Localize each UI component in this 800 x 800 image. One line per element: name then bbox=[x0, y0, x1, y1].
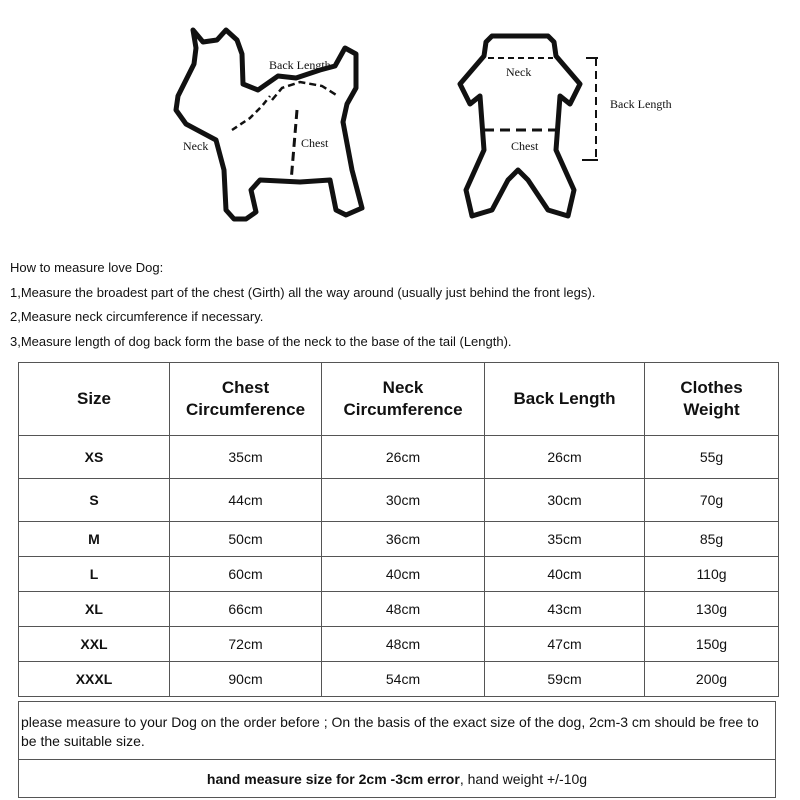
neck-cell: 26cm bbox=[322, 436, 485, 479]
size-chart-table bbox=[18, 362, 779, 697]
neck-cell: 40cm bbox=[322, 557, 485, 592]
size-cell: XXXL bbox=[19, 662, 170, 697]
size-cell: XXL bbox=[19, 627, 170, 662]
garment-back-length-label: Back Length bbox=[610, 97, 672, 111]
chest-cell: 35cm bbox=[170, 436, 322, 479]
weight-cell: 110g bbox=[645, 557, 779, 592]
chest-cell: 44cm bbox=[170, 479, 322, 522]
size-cell: L bbox=[19, 557, 170, 592]
measurement-diagram bbox=[0, 0, 800, 240]
neck-cell: 48cm bbox=[322, 592, 485, 627]
weight-cell: 70g bbox=[645, 479, 779, 522]
measuring-instructions bbox=[10, 256, 595, 354]
neck-cell: 54cm bbox=[322, 662, 485, 697]
dog-chest-label: Chest bbox=[301, 136, 329, 150]
weight-cell: 85g bbox=[645, 522, 779, 557]
header-back-length: Back Length bbox=[485, 363, 645, 436]
dog-neck-label: Neck bbox=[183, 139, 209, 153]
table-row bbox=[19, 627, 779, 662]
weight-cell: 150g bbox=[645, 627, 779, 662]
weight-cell: 55g bbox=[645, 436, 779, 479]
garment-neck-label: Neck bbox=[506, 65, 532, 79]
weight-cell: 130g bbox=[645, 592, 779, 627]
back-length-cell: 35cm bbox=[485, 522, 645, 557]
header-clothes-weight: Clothes Weight bbox=[645, 363, 779, 436]
back-length-cell: 40cm bbox=[485, 557, 645, 592]
instruction-step: 1,Measure the broadest part of the chest (Girth) all the way around (usually just behind the front legs). bbox=[10, 284, 596, 300]
garment-illustration bbox=[460, 36, 580, 216]
size-cell: XL bbox=[19, 592, 170, 627]
table-row bbox=[19, 557, 779, 592]
table-row bbox=[19, 436, 779, 479]
header-size: Size bbox=[19, 363, 170, 436]
table-header-row bbox=[19, 363, 779, 436]
size-cell: M bbox=[19, 522, 170, 557]
size-cell: S bbox=[19, 479, 170, 522]
instruction-step: 2,Measure neck circumference if necessary. bbox=[10, 309, 264, 324]
error-note-text: , hand weight +/-10g bbox=[459, 771, 588, 787]
weight-cell: 200g bbox=[645, 662, 779, 697]
chest-cell: 60cm bbox=[170, 557, 322, 592]
chest-cell: 50cm bbox=[170, 522, 322, 557]
back-length-cell: 47cm bbox=[485, 627, 645, 662]
table-row bbox=[19, 592, 779, 627]
error-note-bold: hand measure size for 2cm -3cm error bbox=[206, 771, 460, 787]
dog-back-length-label: Back Length bbox=[269, 58, 331, 72]
back-length-cell: 59cm bbox=[485, 662, 645, 697]
header-neck-circumference: Neck Circumference bbox=[322, 363, 485, 436]
instruction-step: 3,Measure length of dog back form the base of the neck to the base of the tail (Length). bbox=[10, 333, 512, 349]
table-row bbox=[19, 522, 779, 557]
chest-cell: 66cm bbox=[170, 592, 322, 627]
back-length-cell: 26cm bbox=[485, 436, 645, 479]
neck-cell: 30cm bbox=[322, 479, 485, 522]
size-cell: XS bbox=[19, 436, 170, 479]
chest-cell: 90cm bbox=[170, 662, 322, 697]
header-chest-circumference: Chest Circumference bbox=[170, 363, 322, 436]
error-note bbox=[18, 760, 776, 798]
back-length-cell: 30cm bbox=[485, 479, 645, 522]
table-row bbox=[19, 479, 779, 522]
garment-measure-lines bbox=[484, 58, 598, 160]
neck-cell: 48cm bbox=[322, 627, 485, 662]
garment-chest-label: Chest bbox=[511, 139, 539, 153]
back-length-cell: 43cm bbox=[485, 592, 645, 627]
instructions-heading: How to measure love Dog: bbox=[10, 260, 164, 275]
sizing-note-text: please measure to your Dog on the order before ; On the basis of the exact size of the dog, 2cm-3 cm should be free to be the suitable size. bbox=[21, 714, 759, 749]
dog-measure-lines bbox=[232, 82, 338, 182]
chest-cell: 72cm bbox=[170, 627, 322, 662]
sizing-note bbox=[18, 701, 776, 760]
table-row bbox=[19, 662, 779, 697]
neck-cell: 36cm bbox=[322, 522, 485, 557]
